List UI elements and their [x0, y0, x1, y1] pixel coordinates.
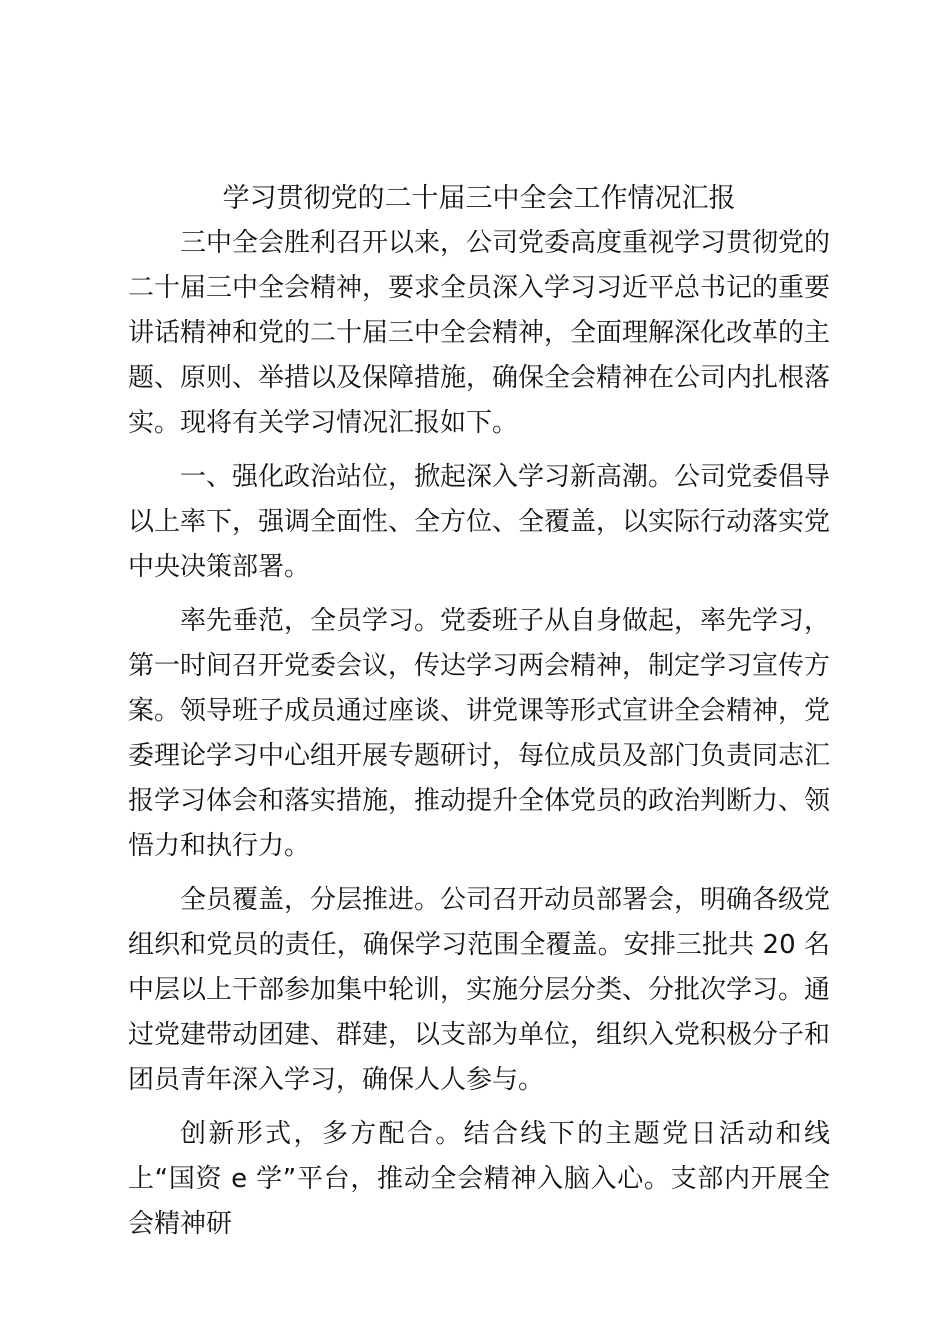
document-page	[128, 176, 830, 1256]
paragraph-section-one: 一、强化政治站位，掀起深入学习新高潮。公司党委倡导以上率下，强调全面性、全方位、全覆盖，以实际行动落实党中央决策部署。	[128, 462, 831, 582]
paragraph-lead-by-example: 率先垂范，全员学习。党委班子从自身做起，率先学习，第一时间召开党委会议，传达学习两会精神，制定学习宣传方案。领导班子成员通过座谈、讲党课等形式宣讲全会精神，党委理论学习中心组开展专题研讨，每位成员及部门负责同志汇报学习体会和落实措施，推动提升全体党员的政治判断力、领悟力和执行力。	[128, 606, 831, 861]
document-title: 学习贯彻党的二十届三中全会工作情况汇报	[222, 183, 736, 214]
paragraph-full-coverage: 全员覆盖，分层推进。公司召开动员部署会，明确各级党组织和党员的责任，确保学习范围全覆盖。安排三批共 20 名中层以上干部参加集中轮训，实施分层分类、分批次学习。通过党建带动团建、群建，以支部为单位，组织入党积极分子和团员青年深入学习，确保人人参与。	[128, 885, 831, 1095]
paragraph-innovative-forms: 创新形式，多方配合。结合线下的主题党日活动和线上“国资 e 学”平台，推动全会精神入脑入心。支部内开展全会精神研	[128, 1119, 830, 1239]
paragraph-intro: 三中全会胜利召开以来，公司党委高度重视学习贯彻党的二十届三中全会精神，要求全员深入学习习近平总书记的重要讲话精神和党的二十届三中全会精神，全面理解深化改革的主题、原则、举措以及保障措施，确保全会精神在公司内扎根落实。现将有关学习情况汇报如下。	[128, 228, 831, 438]
